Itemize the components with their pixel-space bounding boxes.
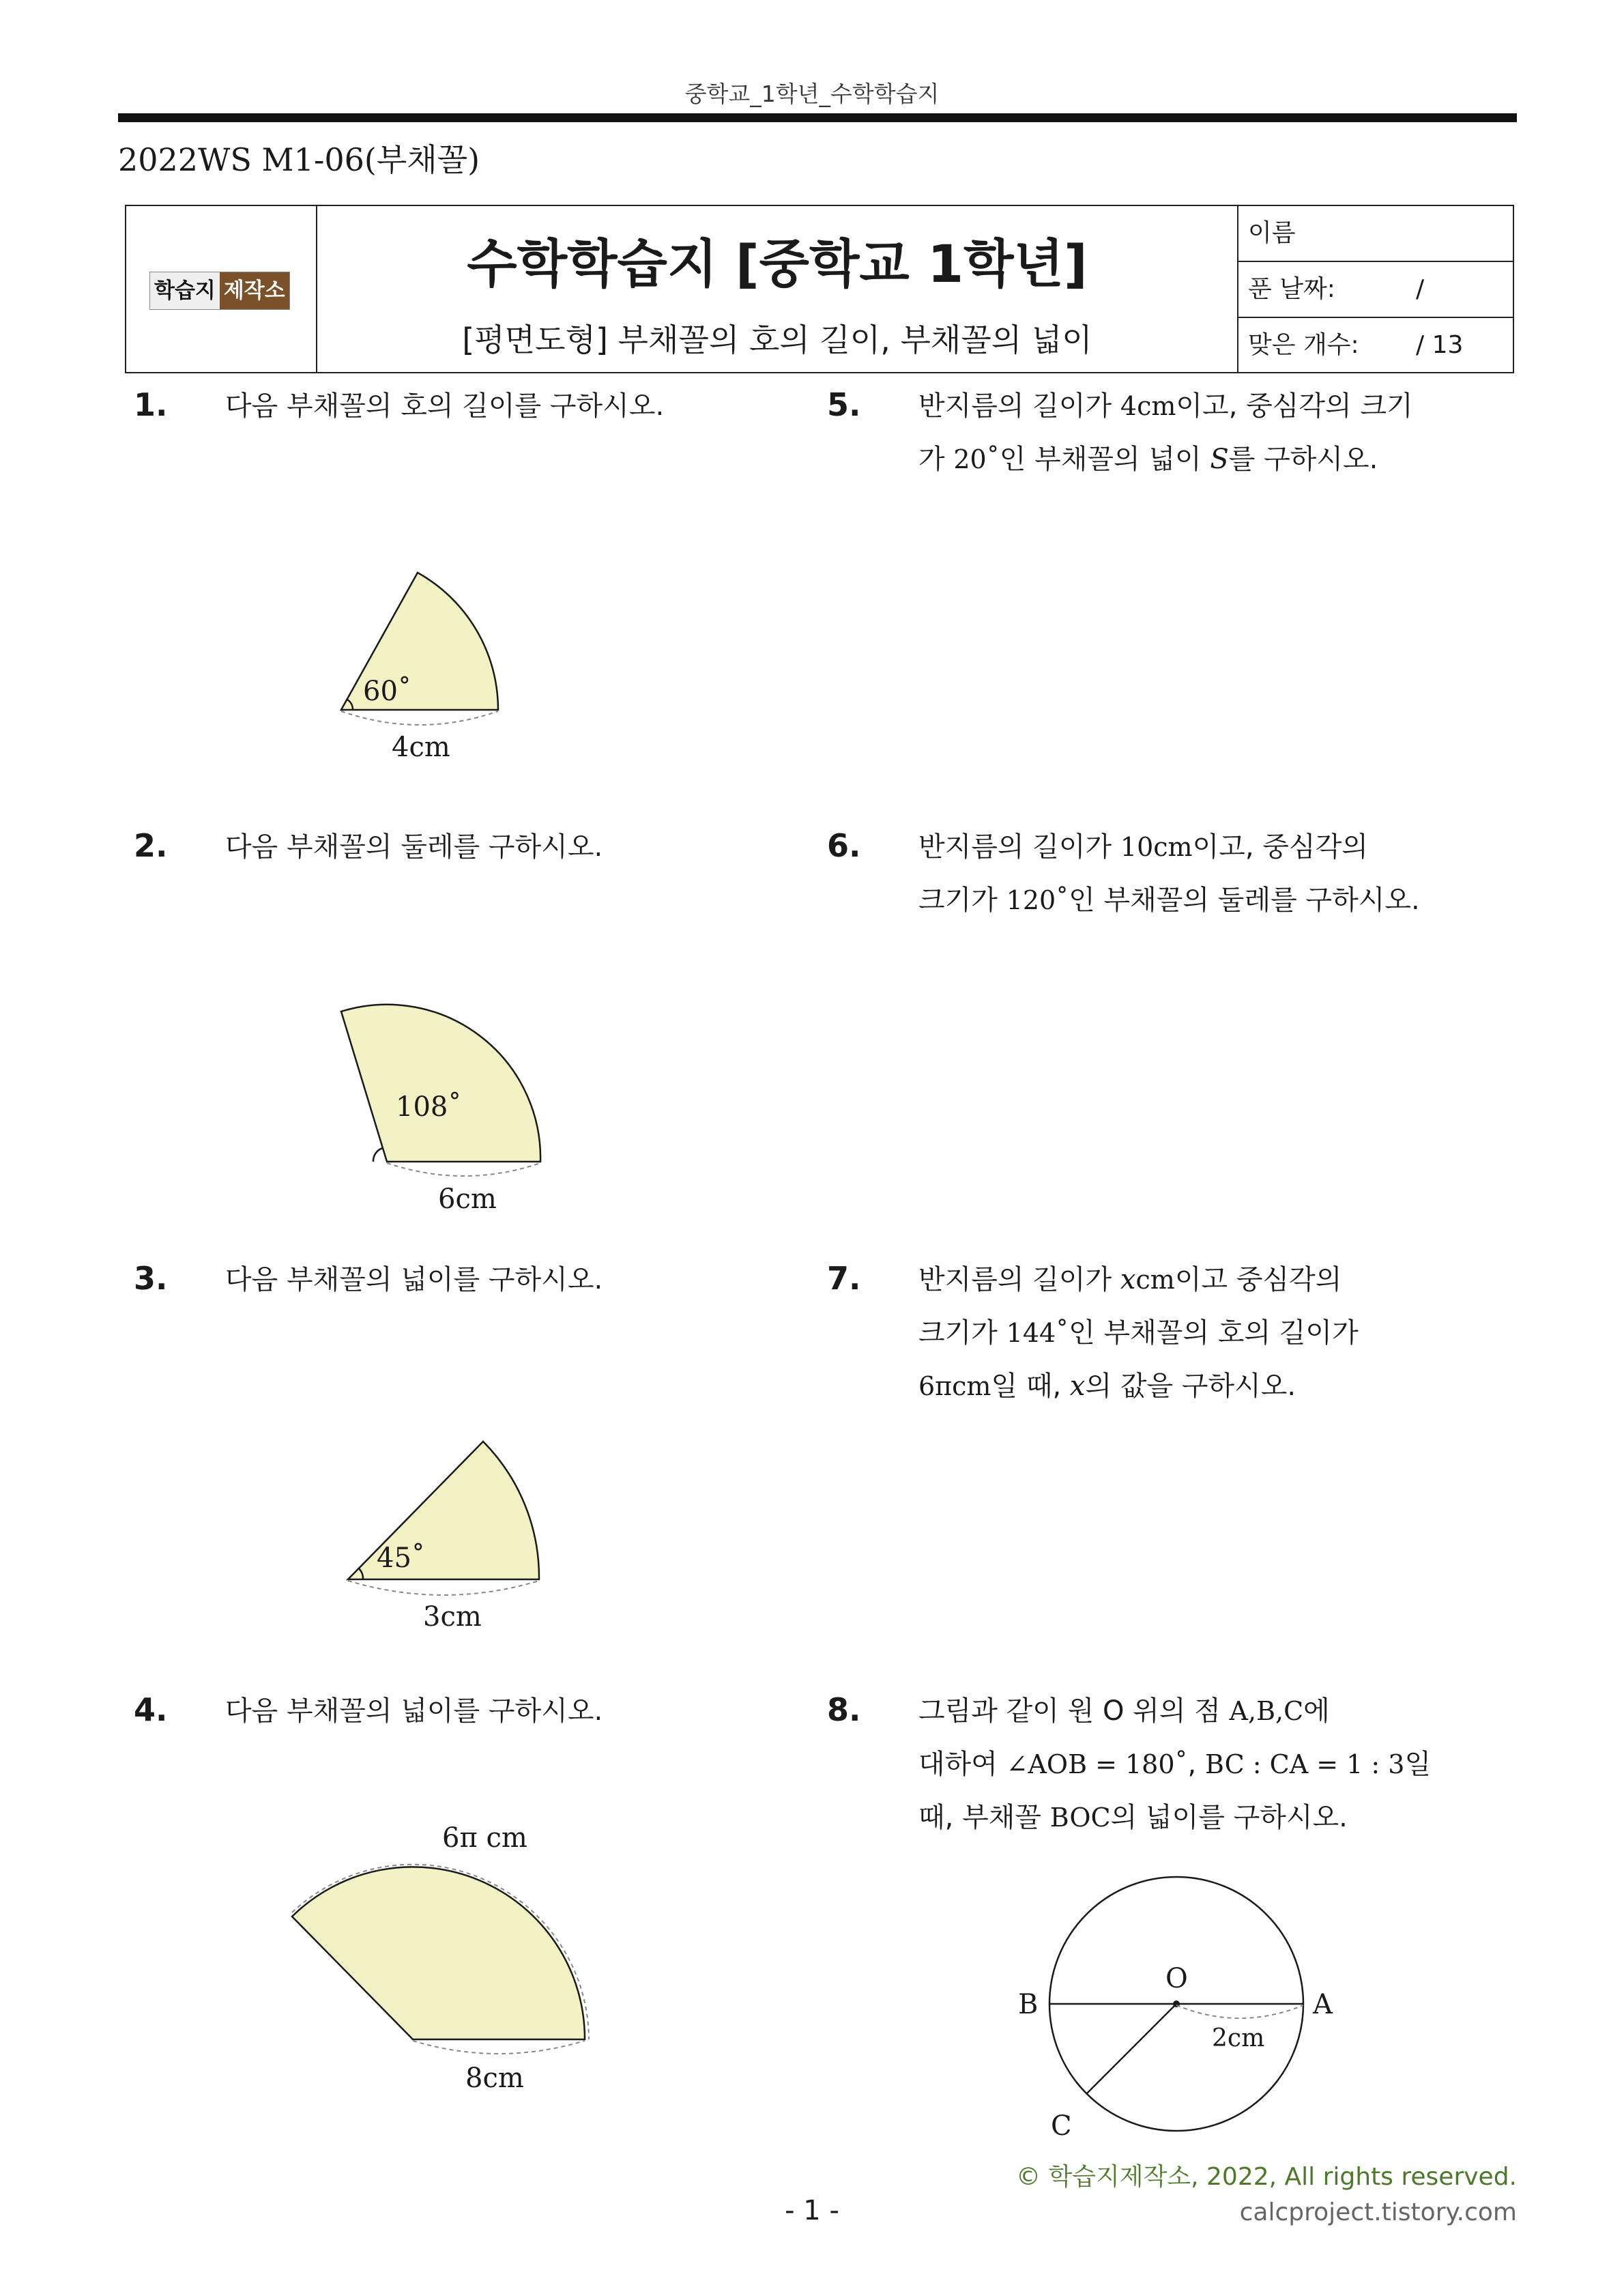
header-rule xyxy=(118,113,1517,122)
question-number-4: 4. xyxy=(134,1691,168,1728)
radius-label-4: 8cm xyxy=(465,2063,524,2094)
question-8-line-3: 때, 부채꼴 BOC의 넓이를 구하시오. xyxy=(918,1802,1348,1833)
running-header: 중학교_1학년_수학학습지 xyxy=(684,81,940,107)
copyright-notice: © 학습지제작소, 2022, All rights reserved. xyxy=(1016,2163,1517,2191)
sector-figure-3 xyxy=(334,1426,560,1645)
name-field[interactable] xyxy=(1238,206,1513,262)
question-text-8 xyxy=(918,1684,1431,1844)
score-field[interactable] xyxy=(1238,318,1513,373)
question-number-2: 2. xyxy=(134,827,168,864)
logo-part1: 학습지 xyxy=(150,272,220,309)
student-info-cell xyxy=(1237,206,1513,372)
sector-figure-4 xyxy=(280,1809,600,2109)
question-6-line-2: 크기가 120˚인 부채꼴의 둘레를 구하시오. xyxy=(918,885,1420,916)
name-label: 이름 xyxy=(1248,219,1296,247)
sector-figure-1 xyxy=(321,566,525,771)
question-text-5 xyxy=(918,379,1413,486)
question-number-5: 5. xyxy=(827,386,861,423)
title-cell xyxy=(317,206,1237,372)
question-text-3: 다음 부채꼴의 넓이를 구하시오. xyxy=(225,1264,603,1295)
score-total: / 13 xyxy=(1416,331,1464,359)
footer-url[interactable]: calcproject.tistory.com xyxy=(1239,2198,1517,2226)
radius-label-8: 2cm xyxy=(1212,2024,1265,2052)
question-text-4: 다음 부채꼴의 넓이를 구하시오. xyxy=(225,1695,603,1727)
question-number-3: 3. xyxy=(134,1260,168,1297)
angle-label-3: 45˚ xyxy=(377,1542,425,1574)
publisher-logo xyxy=(149,272,290,310)
angle-label-1: 60˚ xyxy=(363,676,411,707)
radius-label-1: 4cm xyxy=(392,732,450,763)
point-label-b: B xyxy=(1018,1989,1039,2020)
worksheet-title: 수학학습지 [중학교 1학년] xyxy=(467,233,1088,294)
question-8-line-2: 대하여 ∠AOB = 180˚, BC : CA = 1 : 3일 xyxy=(918,1749,1432,1780)
arc-label-4: 6π cm xyxy=(442,1822,527,1854)
question-5-line-1: 반지름의 길이가 4cm이고, 중심각의 크기 xyxy=(918,390,1413,422)
logo-part2: 제작소 xyxy=(220,272,289,309)
question-text-6 xyxy=(918,820,1420,927)
date-separator: / xyxy=(1416,275,1425,303)
circle-figure-8 xyxy=(1010,1863,1337,2150)
question-text-1: 다음 부채꼴의 호의 길이를 구하시오. xyxy=(225,390,665,422)
page-number: - 1 - xyxy=(785,2195,839,2226)
score-label: 맞은 개수: xyxy=(1248,331,1359,359)
sector-figure-2 xyxy=(321,996,546,1222)
point-label-c: C xyxy=(1051,2110,1072,2142)
radius-label-2: 6cm xyxy=(438,1183,497,1215)
date-field[interactable] xyxy=(1238,262,1513,318)
date-label: 푼 날짜: xyxy=(1248,275,1335,303)
question-7-line-2: 크기가 144˚인 부채꼴의 호의 길이가 xyxy=(918,1317,1359,1349)
question-text-7 xyxy=(918,1253,1359,1413)
worksheet-code: 2022WS M1-06(부채꼴) xyxy=(118,141,480,178)
question-number-8: 8. xyxy=(827,1691,861,1728)
worksheet-subtitle: [평면도형] 부채꼴의 호의 길이, 부채꼴의 넓이 xyxy=(462,321,1092,358)
point-label-a: A xyxy=(1313,1989,1333,2020)
radius-label-3: 3cm xyxy=(423,1601,482,1633)
question-7-line-3: 6πcm일 때, x의 값을 구하시오. xyxy=(918,1371,1296,1402)
question-number-1: 1. xyxy=(134,386,168,423)
question-5-line-2: 가 20˚인 부채꼴의 넓이 S를 구하시오. xyxy=(918,444,1378,475)
question-number-6: 6. xyxy=(827,827,861,864)
question-text-2: 다음 부채꼴의 둘레를 구하시오. xyxy=(225,831,603,863)
question-8-line-1: 그림과 같이 원 O 위의 점 A,B,C에 xyxy=(918,1695,1330,1727)
question-7-line-1: 반지름의 길이가 xcm이고 중심각의 xyxy=(918,1264,1342,1295)
worksheet-header xyxy=(125,205,1514,373)
point-label-o: O xyxy=(1165,1963,1188,1994)
question-number-7: 7. xyxy=(827,1260,861,1297)
question-6-line-1: 반지름의 길이가 10cm이고, 중심각의 xyxy=(918,831,1368,863)
logo-cell xyxy=(126,206,317,372)
angle-label-2: 108˚ xyxy=(396,1091,462,1123)
